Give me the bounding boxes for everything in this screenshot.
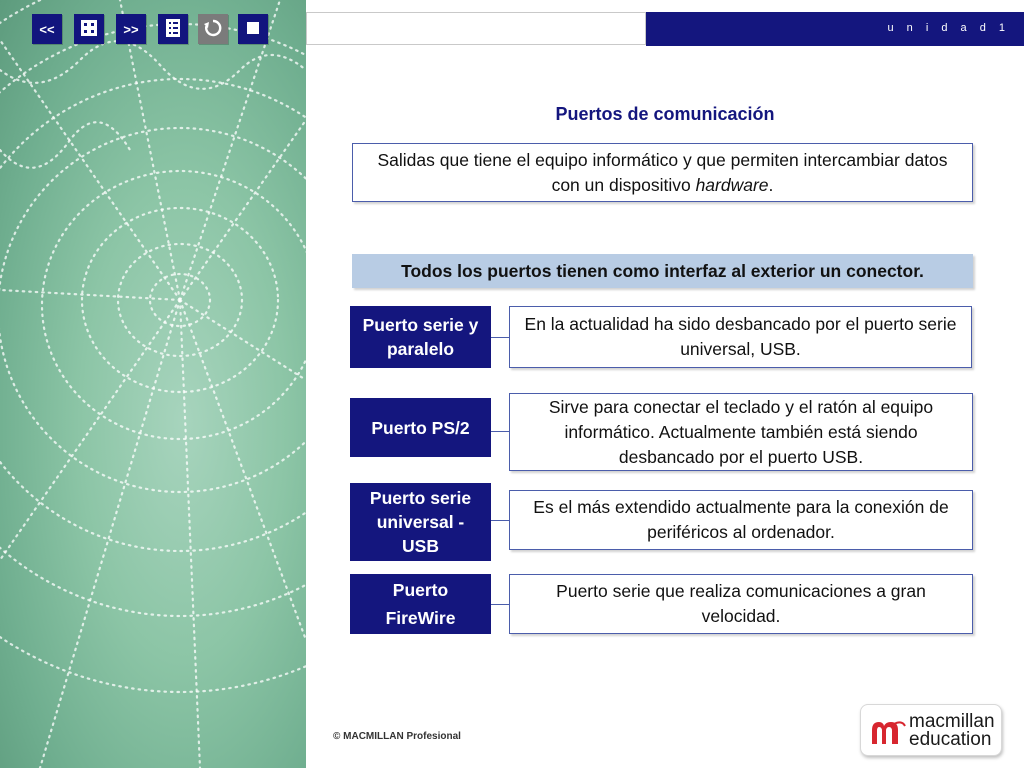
index-button[interactable]: [74, 14, 104, 44]
slide-title: Puertos de comunicación: [555, 104, 775, 124]
port-label-usb: Puerto serie universal - USB: [350, 483, 491, 561]
macmillan-education-logo: [860, 704, 1002, 756]
spider-web-image: [0, 0, 306, 768]
port-label-firewire: Puerto FireWire: [350, 574, 491, 634]
return-button[interactable]: [198, 14, 228, 44]
chapter-list-button[interactable]: [158, 14, 188, 44]
connector-banner: Todos los puertos tienen como interfaz al exterior un conector.: [352, 254, 973, 288]
port-description-usb: Es el más extendido actualmente para la conexión de periféricos al ordenador.: [509, 490, 973, 550]
index-icon: [80, 19, 98, 40]
definition-box: [352, 143, 973, 202]
definition-text: Salidas que tiene el equipo informático y que permiten intercambiar datos con un dispositivo: [377, 149, 948, 195]
port-description-firewire: Puerto serie que realiza comunicaciones a gran velocidad.: [509, 574, 973, 634]
previous-slide-button[interactable]: <<: [32, 14, 62, 44]
unit-label: u n i d a d 1: [887, 22, 1010, 34]
port-label-serie-paralelo: Puerto serie y paralelo: [350, 306, 491, 368]
header-bar-left: [306, 12, 646, 45]
port-description-ps2: Sirve para conectar el teclado y el ratón al equipo informático. Actualmente también está siendo desbancado por el puerto USB.: [509, 393, 973, 471]
connector-line: [491, 337, 510, 338]
macmillan-logo-icon: [870, 716, 906, 751]
return-icon: [203, 18, 223, 41]
definition-end: .: [768, 174, 774, 195]
connector-line: [491, 431, 510, 432]
chapter-list-icon: [164, 18, 182, 41]
decorative-web-panel: [0, 0, 306, 768]
logo-wordmark-line2: education: [909, 729, 992, 750]
stop-button[interactable]: [238, 14, 268, 44]
copyright-text: © MACMILLAN Profesional: [333, 731, 461, 742]
connector-line: [491, 520, 510, 521]
logo-wordmark-line1: macmillan: [909, 711, 995, 732]
next-slide-button[interactable]: >>: [116, 14, 146, 44]
port-label-ps2: Puerto PS/2: [350, 398, 491, 457]
header-bar-right: [646, 12, 1024, 46]
connector-line: [491, 604, 510, 605]
port-description-serie-paralelo: En la actualidad ha sido desbancado por el puerto serie universal, USB.: [509, 306, 972, 368]
stop-icon: [246, 21, 260, 38]
definition-emphasis: hardware: [695, 174, 769, 195]
